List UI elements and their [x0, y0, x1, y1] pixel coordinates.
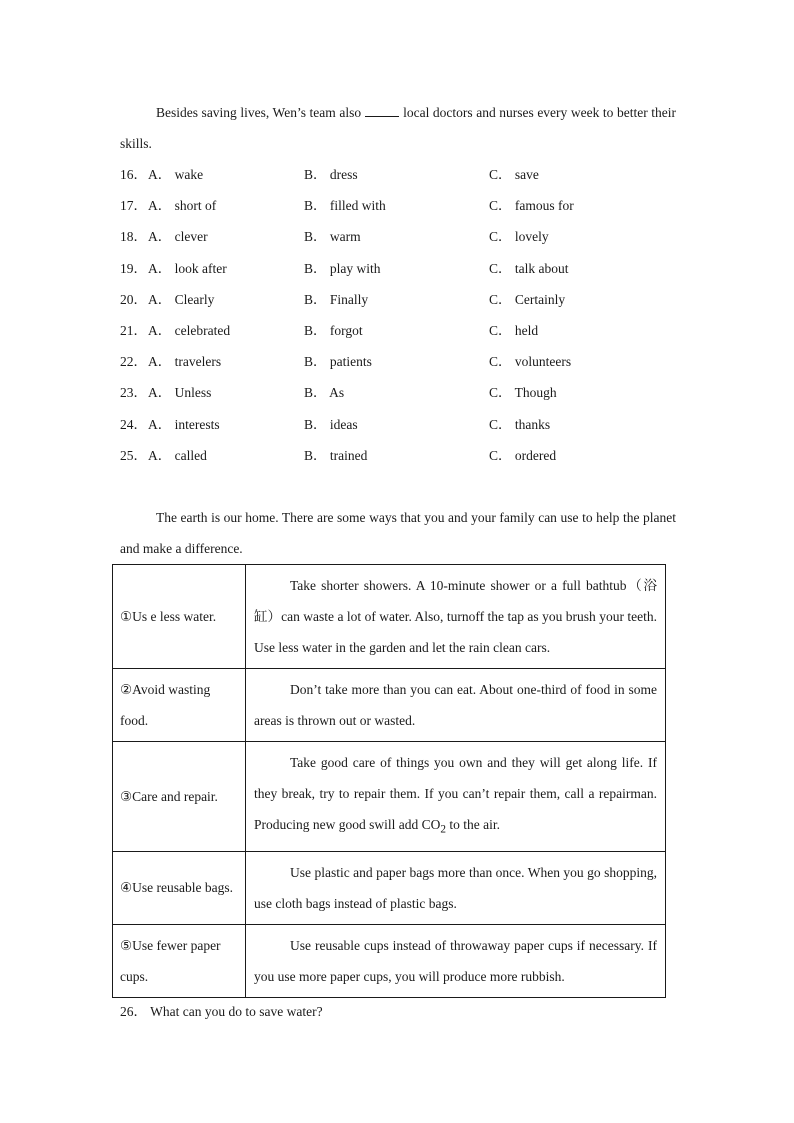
question-number: 24． [120, 417, 147, 432]
option-c: C． volunteers [489, 354, 572, 369]
question-number: 16． [120, 167, 147, 182]
question-number: 20． [120, 292, 147, 307]
tip-description-text-end: to the air. [446, 817, 500, 832]
option-b: B． warm [304, 229, 361, 244]
question-number: 22． [120, 354, 147, 369]
question-row [120, 221, 680, 252]
option-c: C． ordered [489, 448, 557, 463]
question-number: 19． [120, 261, 147, 276]
tip-description [246, 565, 666, 669]
passage-text-after-blank: local doctors and nurses every week to better their skills. [120, 105, 677, 151]
option-a: A． celebrated [148, 323, 231, 338]
option-c: C． held [489, 323, 539, 338]
question-26: 26． What can you do to save water? [120, 1004, 323, 1019]
table-row [113, 851, 666, 924]
question-number: 21． [120, 323, 147, 338]
tip-description [246, 669, 666, 742]
tip-description-text: Don’t take more than you can eat. About one-third of food in some areas is thrown out or wasted. [254, 682, 657, 728]
question-row [120, 284, 680, 315]
option-a: A． Unless [148, 385, 212, 400]
question-number: 25． [120, 448, 147, 463]
option-b: B． ideas [304, 417, 358, 432]
reading-intro [120, 502, 676, 564]
option-b: B． As [304, 385, 345, 400]
option-c: C． famous for [489, 198, 574, 213]
question-number: 23． [120, 385, 147, 400]
tip-label: ③Care and repair. [113, 742, 246, 852]
answer-blank [365, 104, 399, 117]
question-row [120, 159, 680, 190]
option-b: B． patients [304, 354, 372, 369]
option-b: B． trained [304, 448, 368, 463]
option-b: B． forgot [304, 323, 363, 338]
table-row [113, 742, 666, 852]
option-b: B． filled with [304, 198, 386, 213]
passage-text: Besides saving lives, Wen’s team also [156, 105, 362, 120]
tip-description-text: Take shorter showers. A 10-minute shower or a full bathtub（浴缸）can waste a lot of water. Also, turnoff the tap as you brush your teeth. Use less water in the garden and let the rain clean cars. [254, 578, 657, 655]
option-b: B． play with [304, 261, 381, 276]
tip-description-text: Use plastic and paper bags more than once. When you go shopping, use cloth bags instead of plastic bags. [254, 864, 657, 911]
tip-description [246, 851, 666, 924]
tip-description-text: Take good care of things you own and they will get along life. If they break, try to repair them. If you can’t repair them, call a repairman. Producing new good swill add CO [254, 755, 657, 832]
option-b: B． Finally [304, 292, 369, 307]
question-row [120, 377, 680, 408]
tip-label: ②Avoid wasting food. [113, 669, 246, 742]
option-c: C． save [489, 167, 539, 182]
tip-description [246, 924, 666, 997]
table-row [113, 924, 666, 997]
option-a: A． look after [148, 261, 227, 276]
subscript-two: 2 [440, 823, 446, 836]
intro-text: The earth is our home. There are some ways that you and your family can use to help the planet and make a difference. [120, 510, 676, 556]
option-a: A． travelers [148, 354, 222, 369]
option-a: A． short of [148, 198, 217, 213]
tip-description [246, 742, 666, 852]
question-number: 17． [120, 198, 147, 213]
passage-ending [120, 97, 676, 159]
question-row [120, 409, 680, 440]
option-a: A． Clearly [148, 292, 215, 307]
tip-label: ④Use reusable bags. [113, 851, 246, 924]
option-a: A． interests [148, 417, 220, 432]
question-row [120, 315, 680, 346]
tip-description-text: Use reusable cups instead of throwaway paper cups if necessary. If you use more paper cups, you will produce more rubbish. [254, 937, 657, 984]
question-number: 18． [120, 229, 147, 244]
question-row [120, 346, 680, 377]
tip-label: ⑤Use fewer paper cups. [113, 924, 246, 997]
option-c: C． talk about [489, 261, 569, 276]
option-a: A． called [148, 448, 207, 463]
option-a: A． wake [148, 167, 204, 182]
option-c: C． Certainly [489, 292, 566, 307]
question-row [120, 253, 680, 284]
table-row [113, 669, 666, 742]
option-c: C． Though [489, 385, 557, 400]
option-c: C． lovely [489, 229, 549, 244]
option-a: A． clever [148, 229, 208, 244]
tip-label: ①Us e less water. [113, 565, 246, 669]
table-row [113, 565, 666, 669]
tips-table [112, 564, 666, 998]
option-c: C． thanks [489, 417, 551, 432]
question-row [120, 190, 680, 221]
question-row [120, 440, 680, 471]
option-b: B． dress [304, 167, 358, 182]
